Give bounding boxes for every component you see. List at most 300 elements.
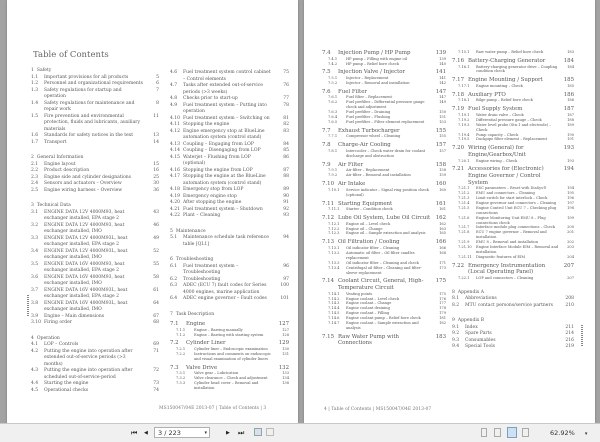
toc-entry-title: Auxiliary PTO — [468, 91, 506, 98]
toc-entry-title: Injector – Replacement — [346, 76, 389, 80]
toc-entry-number: 4.20 — [170, 200, 181, 205]
toc-entry-page: 208 — [565, 296, 574, 302]
toc-entry-title: Operational checks — [44, 387, 89, 393]
toc-entry-number: 7.19.1 — [458, 112, 470, 117]
toc-entry[interactable] — [31, 320, 159, 327]
toc-entry-page: 128 — [282, 332, 289, 337]
toc-entry[interactable] — [322, 50, 446, 57]
toc-entry-number: 1 — [31, 68, 34, 73]
toc-entry-number: 7.9.2 — [328, 173, 338, 178]
toc-entry[interactable] — [452, 263, 574, 276]
zoom-value: 62.92% — [550, 429, 575, 437]
toc-entry-title: Fuel treatment system control cabinet – Control elements — [183, 70, 271, 82]
toc-entry[interactable] — [31, 275, 159, 288]
toc-entry-number: 1.4 — [31, 100, 39, 106]
chevron-down-icon[interactable]: ▾ — [204, 430, 207, 436]
toc-entry-number: 7.22.1 — [458, 276, 470, 280]
toc-entry[interactable] — [31, 101, 159, 114]
toc-entry-title: Oil indicator filter – Cleaning — [346, 245, 400, 250]
toc-entry[interactable] — [31, 288, 159, 301]
toc-entry-title: Instructions and comments on endoscopic and visual examination of cylinder liners — [194, 351, 271, 361]
toc-entry-number: 6.3 — [170, 283, 178, 288]
toc-entry[interactable] — [322, 89, 446, 96]
toc-entry[interactable] — [322, 251, 446, 261]
toc-entry[interactable] — [452, 106, 574, 113]
toc-entry[interactable] — [31, 188, 159, 195]
pdf-toolbar — [0, 423, 600, 442]
toc-entry[interactable] — [322, 231, 446, 236]
toc-entry-title: Engine Control Unit ECU 7 – Checking plug connections — [476, 205, 557, 215]
toc-entry-title: Starter – Condition check — [346, 207, 393, 212]
toc-entry-page: 190 — [567, 132, 574, 137]
toc-entry-page: 195 — [567, 191, 574, 196]
toc-entry[interactable] — [452, 303, 574, 310]
toc-entry-page: 219 — [565, 344, 574, 350]
toc-entry-page: 8 — [156, 100, 159, 106]
toc-entry-page: 134 — [282, 376, 289, 381]
toc-entry-number: 4.14 — [170, 148, 181, 153]
toc-entry-title: EMU and connectors – Cleaning — [476, 191, 535, 196]
toc-entry-title: EMU 8 – Removal and installation — [476, 240, 539, 245]
toc-entry[interactable] — [170, 70, 289, 83]
toc-entry-title: ENGINE DATA 12V 4000M93, heat exchanger installed, IMO — [44, 222, 125, 234]
toc-entry[interactable] — [452, 84, 574, 89]
toc-entry-number: 2.2 — [31, 168, 39, 173]
toc-entry-page: 138 — [282, 381, 289, 386]
toc-entry-page: 132 — [278, 364, 289, 371]
document-code-mark — [27, 295, 29, 317]
toc-entry-title: Stopping the engine from LOP — [183, 167, 253, 173]
toc-entry[interactable] — [31, 349, 159, 369]
toc-entry-number: 7.19.5 — [458, 137, 470, 142]
toc-entry[interactable] — [170, 174, 289, 187]
toc-entry-number: 7.21.9 — [458, 240, 470, 245]
toc-entry-page: 15 — [153, 161, 159, 167]
toc-entry[interactable] — [170, 264, 289, 277]
toc-entry-title: Coupling – Disengaging from LOP — [183, 148, 261, 153]
toc-column-4 — [452, 50, 574, 351]
toc-entry[interactable] — [31, 236, 159, 249]
toc-entry-page: 13 — [153, 133, 159, 138]
toc-entry-number: 7.21.7 — [458, 225, 470, 230]
toc-entry[interactable] — [322, 215, 446, 222]
toc-entry[interactable] — [170, 129, 289, 142]
toc-entry-number: 9.1 — [452, 324, 460, 330]
toc-entry-number: 3.1 — [31, 209, 39, 215]
toc-entry-page: 96 — [283, 263, 289, 269]
toc-entry-page: 188 — [567, 117, 574, 122]
toc-entry-page: 147 — [435, 88, 446, 95]
toc-entry-number: 1.6 — [31, 133, 39, 138]
toc-entry-title: Valve clearance – Check and adjustment — [194, 376, 268, 381]
toc-entry-number: 7.8 — [322, 142, 331, 149]
toc-entry-title: Personnel and organizational requirements — [44, 81, 143, 86]
toc-entry-page: 93 — [283, 213, 289, 218]
toc-entry[interactable] — [170, 352, 289, 362]
toc-entry[interactable] — [31, 262, 159, 275]
toc-entry-number: 7.21.4 — [458, 200, 470, 205]
continuous-view-icon[interactable] — [494, 428, 501, 437]
toc-entry-number: 4.2 — [31, 348, 39, 354]
toc-entry-page: 127 — [278, 321, 289, 327]
toc-entry[interactable] — [322, 321, 446, 331]
toc-entry-number: 7.9 — [322, 161, 331, 168]
toc-entry[interactable] — [322, 266, 446, 276]
toc-entry[interactable] — [322, 188, 446, 198]
toc-entry-page: 159 — [439, 173, 446, 178]
toc-entry-page: 91 — [283, 200, 289, 205]
toc-entry-number: 7.3.2 — [176, 376, 186, 381]
two-page-view-icon[interactable] — [507, 427, 517, 438]
toc-entry-number: 1.7 — [31, 139, 39, 145]
toc-entry-number: 7.7.1 — [328, 134, 338, 139]
toc-entry-number: 7.14.3 — [328, 301, 340, 306]
toc-entry[interactable] — [31, 223, 159, 236]
toc-entry[interactable] — [322, 181, 446, 188]
toc-entry-page: 162 — [439, 221, 446, 226]
toc-entry-page: 181 — [439, 316, 446, 321]
toc-entry-title: Engine Monitoring Unit EMU 8 – Plug connections check — [476, 215, 546, 225]
toc-entry[interactable] — [170, 83, 289, 96]
toc-entry-title: Safety regulations for startup and operation — [44, 87, 122, 99]
toc-entry-number: 4.18 — [170, 187, 181, 192]
toc-entry-title: Coolant Circuit, General, High-Temperature Circuit — [338, 278, 424, 291]
toc-entry-number: 7.9.1 — [328, 168, 338, 173]
toc-entry-title: HP pump – Relief bore check — [346, 61, 399, 66]
toc-entry[interactable] — [31, 388, 159, 395]
toc-entry-number: 4.9 — [170, 102, 178, 108]
toc-entry[interactable] — [322, 173, 446, 178]
toc-entry[interactable] — [322, 207, 446, 212]
toc-entry-number: 7.11 — [322, 200, 335, 207]
toc-entry[interactable] — [452, 58, 574, 65]
toc-entry-title: Tasks after extended out-of-service periods (>3 weeks) — [183, 83, 263, 95]
toc-entry-title: Oil Filtration / Cooling — [338, 239, 400, 246]
toc-entry[interactable] — [170, 321, 289, 328]
toc-entry-number: 7.14.5 — [328, 311, 340, 316]
toc-entry-number: 7.14 — [322, 278, 335, 285]
toc-entry[interactable] — [452, 206, 574, 216]
toc-entry-page: 197 — [567, 200, 574, 205]
toc-entry-number: 7.14.7 — [328, 321, 340, 326]
toc-entry-number: 7.13.1 — [328, 245, 340, 250]
toc-entry-number: 1.5 — [31, 113, 39, 119]
toc-entry-title: Bilge pump – Relief bore check — [476, 98, 533, 103]
toc-entry-page: 153 — [439, 119, 446, 124]
toc-entry-page: 149 — [439, 100, 446, 105]
toc-entry[interactable] — [31, 210, 159, 223]
toc-entry-page: 158 — [435, 161, 446, 168]
toc-entry-title: MTU contact persons/service partners — [465, 302, 553, 308]
toc-entry[interactable] — [452, 166, 574, 186]
toc-entry-number: 7.19.3 — [458, 122, 470, 127]
toc-entry-page: 185 — [563, 77, 574, 84]
toc-entry[interactable] — [170, 213, 289, 220]
toc-entry-page: 100 — [280, 283, 289, 288]
toc-entry-number: 2.5 — [31, 187, 39, 193]
toc-entry-title: Operation — [36, 335, 60, 341]
toc-entry-title: LOP – Controls — [44, 342, 79, 347]
toc-entry-page: 75 — [283, 70, 289, 75]
toc-entry-number: 7.21.11 — [458, 254, 472, 259]
toc-entry-title: Compressor wheel – Cleaning — [346, 134, 401, 139]
toc-entry-number: 7.8.1 — [328, 148, 338, 153]
toc-entry-page: 157 — [435, 142, 446, 149]
pdf-page-3 — [7, 0, 298, 423]
toc-entry-title: Injection Pump / HP Pump — [338, 50, 411, 56]
toc-entry[interactable] — [170, 340, 289, 347]
toc-entry-title: Appendix A — [457, 289, 484, 295]
toc-entry-title: ENGINE DATA 12V 4000M93L, heat exchanger installed, IMO — [44, 248, 128, 260]
toc-entry-title: Troubleshooting — [175, 257, 214, 262]
toc-entry[interactable] — [31, 249, 159, 262]
toc-entry-page: 204 — [567, 254, 574, 259]
toc-entry[interactable] — [31, 301, 159, 314]
toc-column-1 — [31, 68, 159, 394]
previous-page-button[interactable]: ◀ — [144, 430, 148, 436]
toc-entry-title: Stopping the engine — [183, 122, 230, 127]
toc-entry-page: 81 — [283, 115, 289, 121]
toc-entry[interactable] — [452, 344, 574, 351]
toc-entry-title: Fuel prefilter – Differential pressure gauge check and adjustment — [346, 100, 425, 110]
toc-entry[interactable] — [322, 128, 446, 135]
toc-entry-page: 87 — [283, 167, 289, 173]
toc-entry-page: 203 — [567, 245, 574, 250]
toc-entry[interactable] — [322, 149, 446, 159]
toc-entry-page: 74 — [153, 387, 159, 393]
toc-entry-number: 6.4 — [170, 296, 178, 301]
toc-entry[interactable] — [322, 162, 446, 169]
toc-entry-number: 2.3 — [31, 174, 39, 180]
toc-entry[interactable] — [322, 134, 446, 139]
toc-entry-title: Putting the engine into operation after extended out-of-service periods (>3 months) — [44, 348, 133, 367]
toc-entry-title: Appendix B — [457, 318, 485, 324]
toc-entry-page: 129 — [278, 340, 289, 347]
toc-entry-page: 161 — [435, 200, 446, 207]
toc-entry[interactable] — [322, 278, 446, 291]
toc-entry-title: Raw water pump – Relief bore check — [476, 50, 544, 54]
zoom-level[interactable] — [550, 428, 587, 439]
toc-entry-number: 7.14.2 — [328, 296, 340, 301]
toc-entry-title: Engine wiring harness – Overview — [44, 187, 123, 193]
toc-entry-title: Abbreviations — [465, 296, 497, 302]
toc-entry-title: Lube Oil System, Lube Oil Circuit — [338, 215, 431, 222]
toc-entry[interactable] — [322, 69, 446, 76]
toc-entry-title: Technical Data — [36, 203, 71, 208]
toc-entry-page: 187 — [567, 112, 574, 117]
toc-entry[interactable] — [452, 77, 574, 84]
toc-entry-page: 216 — [565, 337, 574, 343]
toc-entry-number: 2.1 — [31, 161, 39, 167]
toc-entry[interactable] — [170, 103, 289, 116]
toc-entry-title: Safety — [36, 68, 52, 73]
toc-entry-title: Pump capacity – Check — [476, 132, 519, 137]
toc-entry[interactable] — [322, 62, 446, 67]
toc-entry[interactable] — [322, 201, 446, 208]
toc-entry-title: Venting points — [346, 291, 373, 296]
toc-entry-number: 8.2 — [452, 302, 460, 308]
toc-entry[interactable] — [452, 65, 574, 75]
toc-entry[interactable] — [31, 88, 159, 101]
toc-entry[interactable] — [31, 140, 159, 147]
toc-entry-number: 7.21.8 — [458, 230, 470, 235]
toc-entry-number: 7.19 — [452, 106, 465, 113]
next-page-button[interactable]: ▶ — [226, 430, 230, 436]
toc-entry-page: 36 — [153, 187, 159, 193]
toc-entry-number: 7.6.4 — [328, 115, 338, 120]
toc-entry[interactable] — [322, 81, 446, 86]
toc-entry[interactable] — [452, 137, 574, 142]
toc-entry-number: 3.3 — [31, 235, 39, 241]
pdf-page-4 — [304, 0, 595, 423]
toc-entry-page: 97 — [283, 276, 289, 282]
toc-entry-number: 7.13.3 — [328, 260, 340, 265]
toc-entry-number: 4.3 — [31, 368, 39, 373]
toc-entry-page: 191 — [567, 137, 574, 142]
toc-entry-page: 168 — [439, 250, 446, 255]
toc-entry-page: 46 — [153, 222, 159, 228]
toc-entry-page: 177 — [439, 301, 446, 306]
toc-entry-page: 127 — [282, 327, 289, 332]
toc-entry[interactable] — [452, 230, 574, 240]
toc-entry-number: 7.10 — [322, 181, 335, 188]
toc-entry-page: 25 — [153, 174, 159, 180]
toc-entry-title: ENGINE DATA 16V 4000M93, heat exchanger installed, IMO — [44, 274, 125, 286]
toc-entry-title: Cylinder liner – Endoscopic examination — [194, 347, 268, 351]
toc-entry[interactable] — [452, 98, 574, 103]
toc-entry[interactable] — [452, 145, 574, 158]
toc-entry-title: Engine coolant draining — [346, 306, 390, 311]
toc-entry-title: ENGINE DATA 12V 4000M93, heat exchanger installed, EPA stage 2 — [44, 209, 125, 221]
toc-entry-title: Air Intake — [338, 181, 366, 188]
toc-entry-title: Cylinder head cover – Removal and installation — [194, 381, 259, 391]
toc-entry-title: Engine governor and connectors – Cleaning — [476, 200, 556, 205]
toc-entry-number: 7.21.10 — [458, 245, 472, 250]
last-page-button[interactable]: ⏭ — [238, 429, 245, 437]
toc-chapter-heading[interactable] — [170, 312, 289, 319]
toc-entry[interactable] — [452, 276, 574, 281]
toc-entry-page: 185 — [567, 83, 574, 88]
toc-entry-page: 130 — [282, 347, 289, 351]
toc-entry-page: 82 — [283, 122, 289, 127]
toc-entry-page: 155 — [435, 127, 446, 134]
toc-entry-number: 7.21 — [452, 166, 465, 173]
toc-entry-number: 3 — [31, 203, 34, 208]
toc-entry[interactable] — [322, 100, 446, 110]
toc-entry-number: 7.3.1 — [176, 371, 186, 376]
toc-entry[interactable] — [452, 245, 574, 255]
toc-entry[interactable] — [322, 334, 446, 347]
toc-entry-number: 7.16 — [452, 57, 465, 64]
toc-entry-number: 7.2.2 — [176, 351, 186, 356]
toc-entry-title: Fuel Filter — [338, 88, 367, 95]
toc-entry-number: 7.18.1 — [458, 98, 470, 103]
toc-entry[interactable] — [452, 255, 574, 260]
toc-entry-page: 158 — [439, 168, 446, 173]
toc-entry-number: 7.15 — [322, 333, 335, 340]
toc-entry-title: Sensors and actuators – Overview — [44, 181, 122, 186]
toc-entry-title: Automatic oil filter – Oil filter candles replacement — [346, 250, 415, 260]
toc-entry-title: Coupling – Engaging from LOP — [183, 141, 254, 147]
toc-entry[interactable] — [452, 159, 574, 164]
paste-icon[interactable] — [266, 428, 274, 436]
toc-entry-page: 183 — [435, 333, 446, 340]
toc-entry-page: 198 — [567, 205, 574, 210]
toc-entry-page: 73 — [153, 381, 159, 386]
toc-entry[interactable] — [31, 114, 159, 134]
toc-entry[interactable] — [170, 283, 289, 296]
toc-entry-title: Diagnostic features of EIM — [476, 254, 526, 259]
toc-entry-number: 3.7 — [31, 287, 39, 293]
first-page-button[interactable]: ⏮ — [131, 429, 138, 437]
toc-entry-page: 187 — [563, 106, 574, 113]
toc-entry-number: 4.17 — [170, 174, 181, 179]
toc-entry-number: 7.3 — [170, 364, 179, 371]
toc-entry-number: 2 — [31, 155, 34, 160]
toc-entry[interactable] — [452, 123, 574, 133]
toc-entry[interactable] — [170, 155, 289, 168]
toc-entry-number: 7.6.3 — [328, 110, 338, 115]
toc-entry-title: ADEC engine governor – Fault codes — [183, 296, 267, 301]
toc-entry-title: Engine — [186, 321, 206, 327]
toc-entry[interactable] — [170, 235, 289, 248]
toc-entry-number: 7.6.2 — [328, 100, 338, 105]
toc-entry[interactable] — [452, 50, 574, 55]
toc-entry-number: 7.12.2 — [328, 226, 340, 231]
toc-entry-number: 4.5 — [31, 387, 39, 393]
toc-entry-number: 7.20 — [452, 145, 465, 152]
toc-entry-page: 139 — [435, 50, 446, 56]
toc-entry-page: 193 — [567, 158, 574, 163]
toc-entry[interactable] — [452, 92, 574, 99]
toc-entry-number: 9 — [452, 318, 455, 324]
page-number-input[interactable] — [154, 427, 210, 438]
toc-entry-page: 200 — [567, 225, 574, 230]
toc-entry-page: 142 — [439, 80, 446, 85]
toc-entry[interactable] — [170, 296, 289, 303]
toc-entry-number: 3.5 — [31, 261, 39, 267]
chevron-down-icon[interactable]: ▾ — [584, 431, 588, 437]
toc-entry[interactable] — [452, 216, 574, 226]
toc-entry-number: 3.8 — [31, 300, 39, 306]
toc-entry-number: 7.19.2 — [458, 117, 470, 122]
toc-entry-page: 11 — [153, 113, 159, 119]
toc-entry[interactable] — [31, 368, 159, 381]
toc-entry-page: 76 — [283, 83, 289, 88]
toc-entry-page: 141 — [435, 69, 446, 76]
toc-entry-number: 9.4 — [452, 344, 460, 350]
toc-entry[interactable] — [322, 239, 446, 246]
toc-entry-page: 61 — [153, 287, 159, 293]
toc-entry-title: Maintenance — [175, 228, 206, 234]
toc-entry-page: 194 — [563, 166, 574, 173]
toc-entry-title: Injector – Removal and installation — [346, 80, 410, 85]
toc-entry-page: 133 — [282, 371, 289, 376]
toc-entry-page: 64 — [153, 300, 159, 306]
toc-entry-number: 1.3 — [31, 87, 39, 93]
toc-entry-page: 193 — [563, 145, 574, 152]
toc-entry-title: Differential pressure gauge – Check — [476, 117, 542, 122]
toc-entry[interactable] — [322, 120, 446, 125]
toc-entry[interactable] — [170, 365, 289, 372]
toc-entry[interactable] — [170, 381, 289, 391]
two-page-continuous-view-icon[interactable] — [522, 428, 529, 437]
toc-entry[interactable] — [170, 333, 289, 338]
toc-entry-page: 166 — [435, 239, 446, 246]
copy-icon[interactable] — [254, 428, 262, 436]
single-page-view-icon[interactable] — [481, 428, 487, 437]
toc-entry[interactable] — [322, 142, 446, 149]
